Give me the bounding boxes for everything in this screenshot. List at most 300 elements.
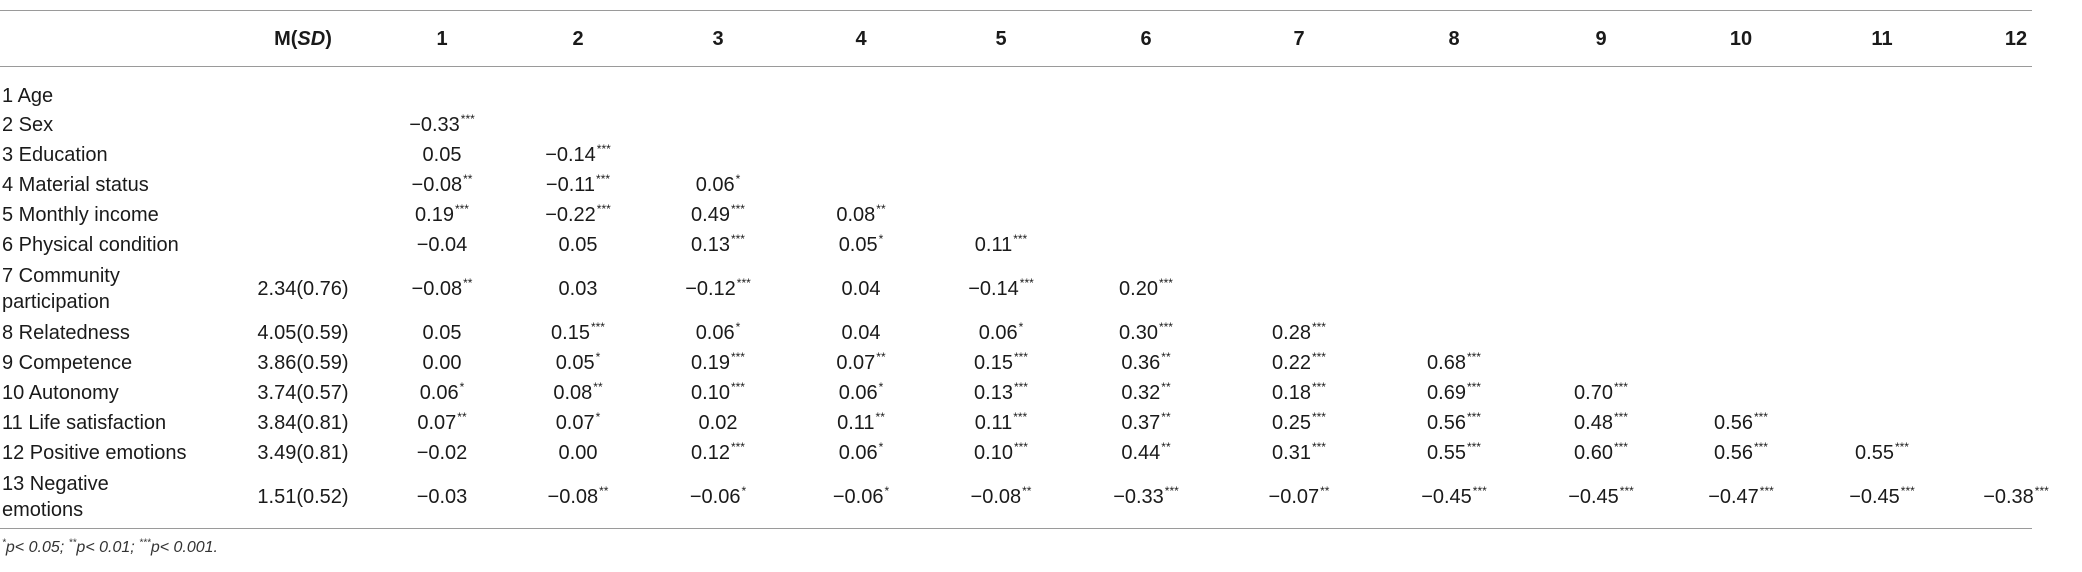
variable-label: 1 Age bbox=[2, 84, 54, 107]
significance-marker: ** bbox=[457, 409, 467, 424]
correlation-value: 0.11 bbox=[837, 411, 875, 434]
header-row bbox=[0, 10, 2082, 68]
correlation-cell bbox=[1534, 68, 1668, 110]
correlation-cell bbox=[508, 68, 648, 110]
significance-marker: *** bbox=[596, 171, 611, 186]
correlation-cell bbox=[376, 230, 508, 260]
correlation-cell bbox=[1534, 170, 1668, 200]
significance-marker: ** bbox=[1320, 483, 1330, 498]
correlation-cell bbox=[376, 260, 508, 318]
correlation-value: 0.37 bbox=[1121, 411, 1161, 434]
significance-marker: *** bbox=[1013, 439, 1028, 454]
correlation-cell bbox=[1374, 318, 1534, 348]
variable-label-line-1: 13 Negative bbox=[2, 473, 109, 495]
mean-sd-cell: 4.05(0.59) bbox=[257, 321, 349, 344]
correlation-value: −0.38 bbox=[1983, 485, 2034, 508]
correlation-value: −0.14 bbox=[545, 143, 596, 166]
correlation-value: 0.60 bbox=[1574, 441, 1613, 464]
correlation-value: 0.06 bbox=[419, 381, 459, 404]
mean-sd-cell bbox=[230, 170, 376, 200]
correlation-cell bbox=[648, 468, 788, 526]
mean-sd-cell: 3.86(0.59) bbox=[257, 351, 349, 374]
correlation-cell bbox=[1814, 140, 1950, 170]
correlation-cell bbox=[1224, 408, 1374, 438]
correlation-value: 0.55 bbox=[1855, 441, 1894, 464]
correlation-value: 0.28 bbox=[1272, 321, 1311, 344]
correlation-cell bbox=[1668, 468, 1814, 526]
variable-label-line-2: emotions bbox=[2, 499, 84, 521]
significance-marker: * bbox=[595, 409, 601, 424]
mean-sd-cell: 1.51(0.52) bbox=[257, 485, 349, 508]
variable-label: 5 Monthly income bbox=[2, 203, 159, 226]
correlation-cell bbox=[1950, 68, 2082, 110]
correlation-value: 0.07 bbox=[836, 351, 876, 374]
significance-marker: ** bbox=[875, 409, 885, 424]
correlation-cell bbox=[1224, 200, 1374, 230]
mean-sd-cell: 3.49(0.81) bbox=[257, 441, 349, 464]
footnote-text-2: p< 0.01; bbox=[76, 539, 140, 556]
correlation-cell bbox=[934, 140, 1068, 170]
header-col-4: 4 bbox=[855, 27, 867, 50]
significance-marker: *** bbox=[1466, 409, 1481, 424]
correlation-cell bbox=[1950, 318, 2082, 348]
correlation-cell bbox=[1534, 260, 1668, 318]
correlation-value: 0.11 bbox=[974, 233, 1013, 256]
significance-marker: *** bbox=[1311, 319, 1326, 334]
table-row bbox=[0, 378, 2082, 408]
significance-marker: ** bbox=[599, 483, 609, 498]
correlation-cell bbox=[788, 110, 934, 140]
significance-marker: *** bbox=[730, 379, 745, 394]
variable-label-line-2: participation bbox=[2, 291, 110, 313]
correlation-cell bbox=[648, 260, 788, 318]
variable-label: 4 Material status bbox=[2, 173, 149, 196]
correlation-value: 0.00 bbox=[422, 351, 462, 374]
significance-marker: ** bbox=[463, 275, 473, 290]
significance-marker: ** bbox=[463, 171, 473, 186]
correlation-cell bbox=[508, 140, 648, 170]
correlation-cell bbox=[376, 68, 508, 110]
correlation-value: 0.03 bbox=[558, 277, 598, 300]
correlation-cell bbox=[648, 230, 788, 260]
correlation-value: 0.13 bbox=[974, 381, 1013, 404]
correlation-cell bbox=[1668, 200, 1814, 230]
correlation-value: 0.20 bbox=[1119, 277, 1158, 300]
significance-marker: ** bbox=[1161, 439, 1171, 454]
correlation-cell bbox=[1068, 438, 1224, 468]
significance-marker: * bbox=[878, 379, 884, 394]
correlation-cell bbox=[1950, 378, 2082, 408]
correlation-cell bbox=[934, 438, 1068, 468]
significance-marker: *** bbox=[1013, 231, 1028, 246]
correlation-value: −0.06 bbox=[832, 485, 884, 508]
correlation-cell bbox=[1950, 260, 2082, 318]
correlation-cell bbox=[934, 318, 1068, 348]
correlation-value: 0.18 bbox=[1272, 381, 1311, 404]
correlation-cell bbox=[648, 408, 788, 438]
significance-marker: ** bbox=[876, 201, 886, 216]
correlation-cell bbox=[508, 408, 648, 438]
variable-label: 10 Autonomy bbox=[2, 381, 119, 404]
table-row bbox=[0, 68, 2082, 110]
correlation-cell bbox=[934, 408, 1068, 438]
correlation-cell bbox=[788, 378, 934, 408]
significance-marker: *** bbox=[1013, 349, 1028, 364]
correlation-value: −0.22 bbox=[545, 203, 596, 226]
correlation-value: 0.06 bbox=[838, 441, 878, 464]
significance-marker: ** bbox=[1022, 483, 1032, 498]
correlation-cell bbox=[376, 408, 508, 438]
mean-sd-cell bbox=[230, 68, 376, 110]
correlation-cell bbox=[1668, 348, 1814, 378]
correlation-cell bbox=[1374, 68, 1534, 110]
correlation-value: −0.45 bbox=[1421, 485, 1472, 508]
significance-marker: * bbox=[459, 379, 465, 394]
header-col-2: 2 bbox=[572, 27, 584, 50]
correlation-cell bbox=[648, 200, 788, 230]
correlation-cell bbox=[508, 468, 648, 526]
significance-marker: * bbox=[1018, 319, 1024, 334]
correlation-cell bbox=[1068, 230, 1224, 260]
correlation-cell bbox=[1374, 378, 1534, 408]
table-row bbox=[0, 170, 2082, 200]
correlation-value: −0.03 bbox=[416, 485, 468, 508]
correlation-value: 0.07 bbox=[417, 411, 457, 434]
correlation-cell bbox=[1374, 348, 1534, 378]
correlation-value: 0.05 bbox=[558, 233, 598, 256]
variable-label bbox=[0, 260, 230, 318]
header-col-12: 12 bbox=[2004, 27, 2028, 50]
header-col-1: 1 bbox=[436, 27, 448, 50]
header-col-9: 9 bbox=[1595, 27, 1607, 50]
correlation-cell bbox=[1668, 68, 1814, 110]
correlation-value: 0.68 bbox=[1427, 351, 1466, 374]
correlation-cell bbox=[788, 260, 934, 318]
variable-label: 11 Life satisfaction bbox=[2, 411, 167, 434]
correlation-cell bbox=[648, 68, 788, 110]
correlation-cell bbox=[508, 260, 648, 318]
table-body bbox=[0, 68, 2082, 526]
correlation-value: −0.08 bbox=[411, 277, 463, 300]
correlation-cell bbox=[376, 378, 508, 408]
correlation-value: 0.15 bbox=[551, 321, 590, 344]
correlation-cell bbox=[1814, 348, 1950, 378]
significance-marker: *** bbox=[1013, 409, 1028, 424]
correlation-cell bbox=[1668, 230, 1814, 260]
correlation-cell bbox=[508, 230, 648, 260]
correlation-cell bbox=[1224, 110, 1374, 140]
correlation-cell bbox=[1668, 438, 1814, 468]
correlation-cell bbox=[1534, 468, 1668, 526]
header-col-3: 3 bbox=[712, 27, 724, 50]
correlation-cell bbox=[508, 110, 648, 140]
table-row bbox=[0, 408, 2082, 438]
correlation-value: −0.14 bbox=[968, 277, 1019, 300]
correlation-cell bbox=[1374, 230, 1534, 260]
significance-marker: *** bbox=[1759, 483, 1774, 498]
header-col-8: 8 bbox=[1448, 27, 1460, 50]
mean-sd-cell bbox=[230, 110, 376, 140]
significance-marker: *** bbox=[1019, 275, 1034, 290]
header-col-5: 5 bbox=[995, 27, 1007, 50]
significance-marker: *** bbox=[596, 201, 611, 216]
mean-sd-cell bbox=[230, 230, 376, 260]
significance-marker: *** bbox=[2034, 483, 2049, 498]
table-row bbox=[0, 200, 2082, 230]
significance-marker: * bbox=[878, 439, 884, 454]
mean-sd-cell: 3.74(0.57) bbox=[257, 381, 349, 404]
correlation-cell bbox=[788, 348, 934, 378]
significance-marker: *** bbox=[730, 349, 745, 364]
correlation-cell bbox=[788, 200, 934, 230]
mean-sd-cell bbox=[230, 140, 376, 170]
correlation-cell bbox=[1814, 378, 1950, 408]
correlation-cell bbox=[1068, 408, 1224, 438]
significance-footnote bbox=[2, 539, 218, 557]
correlation-cell bbox=[1534, 230, 1668, 260]
correlation-value: 0.31 bbox=[1272, 441, 1311, 464]
correlation-cell bbox=[1814, 230, 1950, 260]
significance-marker: ** bbox=[593, 379, 603, 394]
correlation-value: −0.04 bbox=[416, 233, 468, 256]
correlation-cell bbox=[1534, 110, 1668, 140]
mean-sd-cell: 2.34(0.76) bbox=[257, 277, 349, 300]
header-col-10: 10 bbox=[1729, 27, 1753, 50]
correlation-value: −0.06 bbox=[689, 485, 741, 508]
correlation-cell bbox=[1068, 468, 1224, 526]
correlation-cell bbox=[508, 348, 648, 378]
correlation-cell bbox=[934, 378, 1068, 408]
significance-marker: ** bbox=[876, 349, 886, 364]
correlation-cell bbox=[1068, 348, 1224, 378]
correlation-cell bbox=[1668, 170, 1814, 200]
correlation-value: 0.06 bbox=[978, 321, 1018, 344]
correlation-cell bbox=[1068, 110, 1224, 140]
correlation-cell bbox=[1374, 170, 1534, 200]
correlation-value: 0.05 bbox=[422, 321, 462, 344]
significance-marker: *** bbox=[1158, 319, 1173, 334]
header-col-6: 6 bbox=[1140, 27, 1152, 50]
footnote-text-3: p< 0.001. bbox=[150, 539, 218, 556]
correlation-cell bbox=[788, 438, 934, 468]
correlation-value: −0.07 bbox=[1268, 485, 1320, 508]
significance-marker: *** bbox=[1472, 483, 1487, 498]
table-row bbox=[0, 468, 2082, 526]
correlation-cell bbox=[1950, 468, 2082, 526]
correlation-cell bbox=[508, 200, 648, 230]
correlation-cell bbox=[1068, 68, 1224, 110]
correlation-cell bbox=[1224, 468, 1374, 526]
correlation-cell bbox=[1668, 140, 1814, 170]
correlation-value: 0.12 bbox=[691, 441, 730, 464]
significance-marker: ** bbox=[1161, 379, 1171, 394]
correlation-value: 0.11 bbox=[974, 411, 1013, 434]
significance-marker: *** bbox=[454, 201, 469, 216]
correlation-value: 0.15 bbox=[974, 351, 1013, 374]
significance-marker: *** bbox=[730, 439, 745, 454]
correlation-cell bbox=[648, 438, 788, 468]
variable-label: 6 Physical condition bbox=[2, 233, 179, 256]
correlation-cell bbox=[934, 230, 1068, 260]
correlation-value: 0.06 bbox=[838, 381, 878, 404]
correlation-cell bbox=[1374, 140, 1534, 170]
correlation-cell bbox=[1950, 230, 2082, 260]
correlation-cell bbox=[1814, 318, 1950, 348]
correlation-value: 0.22 bbox=[1272, 351, 1311, 374]
correlation-cell bbox=[1374, 260, 1534, 318]
table-row bbox=[0, 230, 2082, 260]
correlation-value: 0.08 bbox=[836, 203, 876, 226]
correlation-value: 0.02 bbox=[698, 411, 738, 434]
correlation-cell bbox=[934, 68, 1068, 110]
correlation-cell bbox=[648, 170, 788, 200]
significance-marker: * bbox=[735, 319, 741, 334]
correlation-cell bbox=[1224, 140, 1374, 170]
correlation-cell bbox=[1814, 68, 1950, 110]
significance-marker: *** bbox=[1753, 409, 1768, 424]
significance-marker: *** bbox=[1619, 483, 1634, 498]
significance-marker: *** bbox=[596, 141, 611, 156]
correlation-cell bbox=[788, 318, 934, 348]
significance-marker: ** bbox=[1161, 409, 1171, 424]
significance-marker: * bbox=[884, 483, 890, 498]
correlation-cell bbox=[1534, 348, 1668, 378]
table-row bbox=[0, 438, 2082, 468]
mean-sd-cell bbox=[230, 200, 376, 230]
correlation-table bbox=[0, 10, 2082, 526]
correlation-value: 0.04 bbox=[841, 321, 881, 344]
significance-marker: *** bbox=[1894, 439, 1909, 454]
significance-marker: *** bbox=[1013, 379, 1028, 394]
correlation-cell bbox=[1068, 140, 1224, 170]
correlation-value: −0.45 bbox=[1568, 485, 1619, 508]
correlation-value: 0.19 bbox=[415, 203, 454, 226]
correlation-cell bbox=[1534, 140, 1668, 170]
correlation-value: −0.45 bbox=[1849, 485, 1900, 508]
correlation-cell bbox=[934, 110, 1068, 140]
correlation-cell bbox=[376, 140, 508, 170]
variable-label: 9 Competence bbox=[2, 351, 133, 374]
correlation-cell bbox=[934, 348, 1068, 378]
significance-marker: * bbox=[741, 483, 747, 498]
correlation-value: 0.56 bbox=[1714, 411, 1753, 434]
variable-label bbox=[0, 468, 230, 526]
correlation-cell bbox=[1068, 170, 1224, 200]
significance-marker: *** bbox=[1466, 349, 1481, 364]
correlation-value: 0.56 bbox=[1714, 441, 1753, 464]
footnote-text-1: p< 0.05; bbox=[5, 539, 69, 556]
correlation-cell bbox=[1534, 200, 1668, 230]
correlation-cell bbox=[1950, 200, 2082, 230]
header-col-11: 11 bbox=[1871, 27, 1893, 50]
variable-label: 8 Relatedness bbox=[2, 321, 130, 344]
correlation-cell bbox=[1224, 230, 1374, 260]
correlation-cell bbox=[1668, 318, 1814, 348]
significance-marker: *** bbox=[1311, 439, 1326, 454]
correlation-cell bbox=[1068, 378, 1224, 408]
correlation-value: 0.70 bbox=[1574, 381, 1613, 404]
correlation-value: −0.47 bbox=[1708, 485, 1759, 508]
correlation-cell bbox=[1224, 260, 1374, 318]
correlation-cell bbox=[1224, 68, 1374, 110]
correlation-cell bbox=[376, 200, 508, 230]
correlation-value: 0.05 bbox=[422, 143, 462, 166]
correlation-value: −0.11 bbox=[545, 173, 596, 196]
correlation-cell bbox=[934, 260, 1068, 318]
correlation-value: 0.56 bbox=[1427, 411, 1466, 434]
correlation-cell bbox=[1068, 260, 1224, 318]
significance-marker: *** bbox=[460, 111, 475, 126]
mean-close: ) bbox=[325, 27, 332, 50]
correlation-value: −0.08 bbox=[970, 485, 1022, 508]
correlation-cell bbox=[788, 68, 934, 110]
correlation-cell bbox=[1224, 170, 1374, 200]
correlation-value: 0.30 bbox=[1119, 321, 1158, 344]
correlation-cell bbox=[648, 378, 788, 408]
correlation-cell bbox=[1668, 260, 1814, 318]
correlation-value: 0.25 bbox=[1272, 411, 1311, 434]
header-col-7: 7 bbox=[1293, 27, 1305, 50]
significance-marker: *** bbox=[1311, 409, 1326, 424]
correlation-cell bbox=[1374, 468, 1534, 526]
correlation-value: 0.05 bbox=[838, 233, 878, 256]
footnote-mark-3: *** bbox=[139, 537, 151, 549]
correlation-value: 0.10 bbox=[974, 441, 1013, 464]
correlation-cell bbox=[376, 348, 508, 378]
correlation-cell bbox=[376, 110, 508, 140]
correlation-cell bbox=[1374, 110, 1534, 140]
correlation-cell bbox=[376, 468, 508, 526]
correlation-cell bbox=[1534, 378, 1668, 408]
significance-marker: *** bbox=[1311, 349, 1326, 364]
correlation-cell bbox=[508, 170, 648, 200]
significance-marker: *** bbox=[1900, 483, 1915, 498]
correlation-cell bbox=[788, 408, 934, 438]
correlation-cell bbox=[1950, 140, 2082, 170]
correlation-cell bbox=[1668, 408, 1814, 438]
variable-label-line-1: 7 Community bbox=[2, 265, 120, 287]
correlation-cell bbox=[1534, 438, 1668, 468]
significance-marker: *** bbox=[1613, 439, 1628, 454]
correlation-cell bbox=[1950, 438, 2082, 468]
correlation-cell bbox=[1068, 318, 1224, 348]
correlation-value: 0.32 bbox=[1121, 381, 1161, 404]
correlation-cell bbox=[1374, 200, 1534, 230]
significance-marker: *** bbox=[1613, 379, 1628, 394]
correlation-value: 0.07 bbox=[555, 411, 595, 434]
correlation-cell bbox=[788, 140, 934, 170]
correlation-cell bbox=[1374, 438, 1534, 468]
correlation-cell bbox=[648, 348, 788, 378]
significance-marker: *** bbox=[1613, 409, 1628, 424]
variable-label: 12 Positive emotions bbox=[2, 441, 187, 464]
significance-marker: * bbox=[878, 231, 884, 246]
header-mean-sd bbox=[230, 10, 376, 68]
significance-marker: *** bbox=[1164, 483, 1179, 498]
correlation-value: 0.13 bbox=[691, 233, 730, 256]
footnote-mark-1: * bbox=[2, 537, 6, 549]
correlation-cell bbox=[934, 468, 1068, 526]
correlation-cell bbox=[1814, 110, 1950, 140]
correlation-value: −0.08 bbox=[547, 485, 599, 508]
correlation-cell bbox=[1814, 408, 1950, 438]
sd-label: SD bbox=[297, 27, 326, 50]
correlation-cell bbox=[508, 438, 648, 468]
correlation-cell bbox=[1068, 200, 1224, 230]
correlation-value: 0.10 bbox=[691, 381, 730, 404]
correlation-cell bbox=[1224, 378, 1374, 408]
correlation-value: 0.00 bbox=[558, 441, 598, 464]
